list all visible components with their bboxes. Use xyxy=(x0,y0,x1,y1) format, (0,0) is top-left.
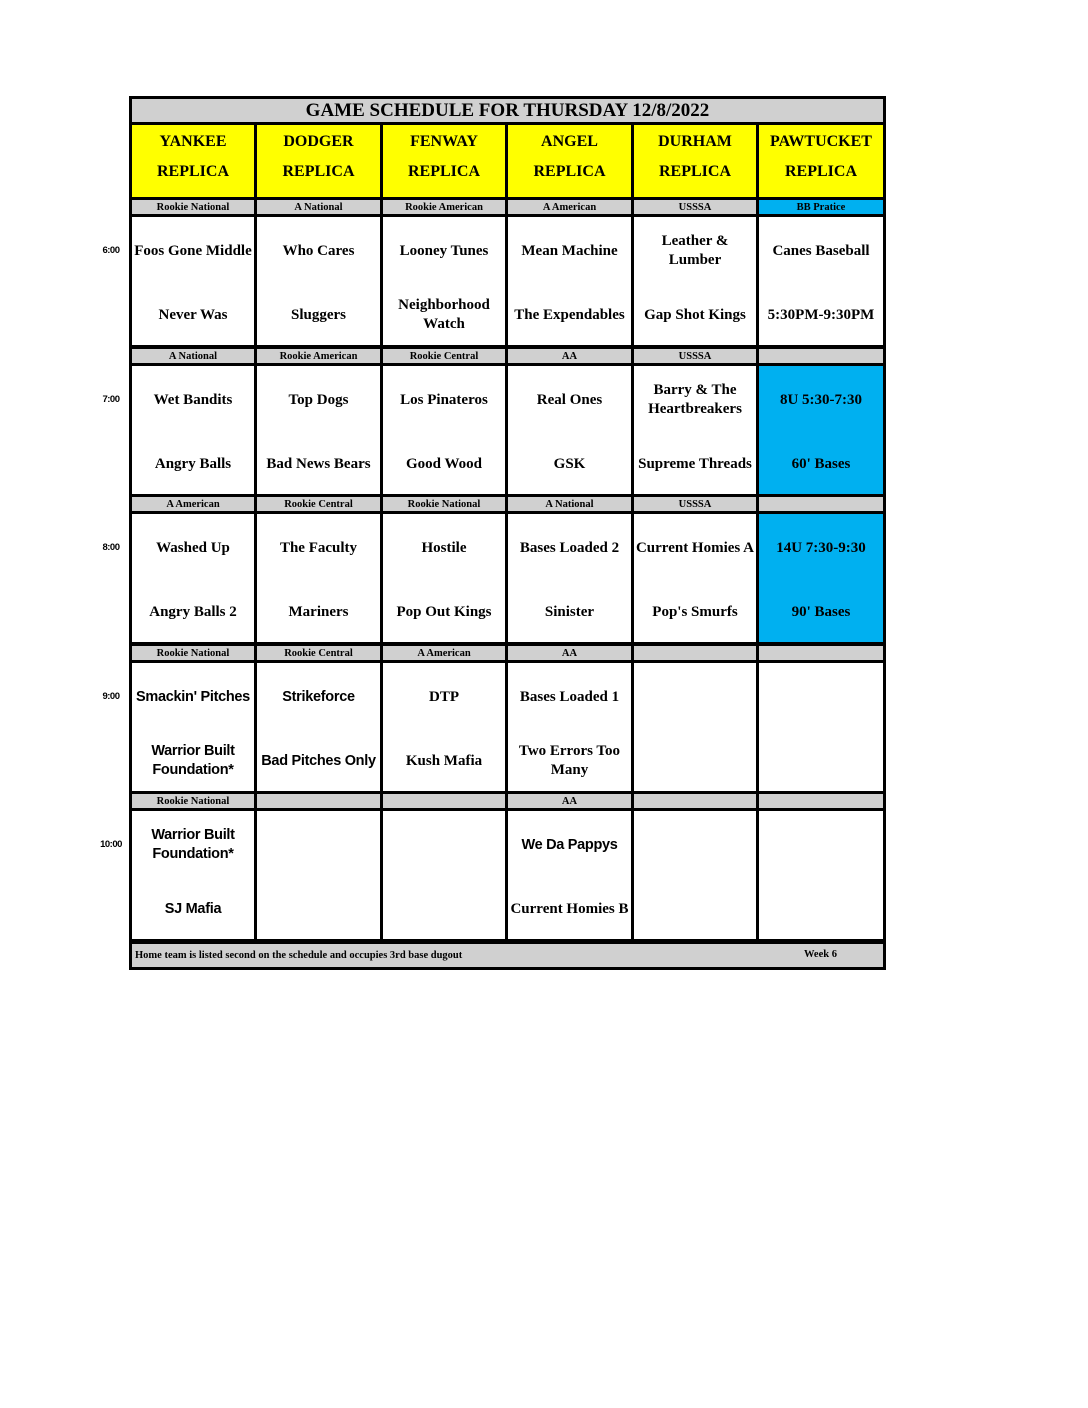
division-label: A National xyxy=(257,200,380,214)
away-team: Foos Gone Middle xyxy=(132,217,254,285)
away-team: Bases Loaded 2 xyxy=(508,514,631,582)
field-header-fenway xyxy=(383,125,505,197)
time-label: 9:00 xyxy=(102,691,120,702)
division-label: A American xyxy=(508,200,631,214)
away-team: Washed Up xyxy=(132,514,254,582)
home-team xyxy=(759,731,883,791)
home-team: Neighborhood Watch xyxy=(383,285,505,345)
away-team xyxy=(759,811,883,879)
away-team xyxy=(634,663,756,731)
division-label: Rookie Central xyxy=(257,646,380,660)
division-label: AA xyxy=(508,349,631,363)
division-label: USSSA xyxy=(634,497,756,511)
division-label xyxy=(634,794,756,808)
home-team: Pop Out Kings xyxy=(383,582,505,642)
away-team xyxy=(257,811,380,879)
division-label: A American xyxy=(383,646,505,660)
home-team: Never Was xyxy=(132,285,254,345)
home-team: The Expendables xyxy=(508,285,631,345)
home-team: GSK xyxy=(508,434,631,494)
home-team xyxy=(634,731,756,791)
home-team: 60' Bases xyxy=(759,434,883,494)
division-label: Rookie National xyxy=(132,646,254,660)
division-label: AA xyxy=(508,794,631,808)
away-team: Warrior Built Foundation* xyxy=(132,811,254,879)
field-sub: REPLICA xyxy=(156,163,229,180)
division-label xyxy=(634,646,756,660)
field-sub: REPLICA xyxy=(282,163,355,180)
away-team: Top Dogs xyxy=(257,366,380,434)
away-team: Bases Loaded 1 xyxy=(508,663,631,731)
home-team: 5:30PM-9:30PM xyxy=(759,285,883,345)
home-team xyxy=(383,879,505,939)
home-team: Kush Mafia xyxy=(383,731,505,791)
away-team: Mean Machine xyxy=(508,217,631,285)
home-team xyxy=(257,879,380,939)
field-name: FENWAY xyxy=(410,133,478,150)
field-sub: REPLICA xyxy=(533,163,606,180)
home-team: Good Wood xyxy=(383,434,505,494)
home-team: Supreme Threads xyxy=(634,434,756,494)
home-team xyxy=(634,879,756,939)
field-sub: REPLICA xyxy=(407,163,480,180)
division-label: Rookie Central xyxy=(257,497,380,511)
division-label xyxy=(759,497,883,511)
away-team: Leather & Lumber xyxy=(634,217,756,285)
division-label xyxy=(759,646,883,660)
away-team: Hostile xyxy=(383,514,505,582)
field-name: YANKEE xyxy=(159,133,227,150)
division-label: AA xyxy=(508,646,631,660)
away-team: Looney Tunes xyxy=(383,217,505,285)
division-label: Rookie National xyxy=(383,497,505,511)
away-team: Strikeforce xyxy=(257,663,380,731)
field-header-pawtucket xyxy=(759,125,883,197)
division-label: USSSA xyxy=(634,349,756,363)
home-team: Current Homies B xyxy=(508,879,631,939)
time-label: 7:00 xyxy=(102,394,120,405)
division-label: USSSA xyxy=(634,200,756,214)
home-team: Mariners xyxy=(257,582,380,642)
home-team: Sinister xyxy=(508,582,631,642)
away-team: We Da Pappys xyxy=(508,811,631,879)
division-label xyxy=(759,349,883,363)
field-name: PAWTUCKET xyxy=(770,133,872,150)
footer-note: Home team is listed second on the schedule and occupies 3rd base dugout xyxy=(132,944,883,967)
home-team: Bad Pitches Only xyxy=(257,731,380,791)
away-team: The Faculty xyxy=(257,514,380,582)
away-team: Wet Bandits xyxy=(132,366,254,434)
away-team: Who Cares xyxy=(257,217,380,285)
away-team: Canes Baseball xyxy=(759,217,883,285)
field-header-durham xyxy=(634,125,756,197)
away-team xyxy=(634,811,756,879)
time-label: 8:00 xyxy=(102,542,120,553)
field-header-dodger xyxy=(257,125,380,197)
division-label xyxy=(759,794,883,808)
field-header-yankee xyxy=(132,125,254,197)
schedule-table xyxy=(129,96,886,970)
home-team: Warrior Built Foundation* xyxy=(132,731,254,791)
field-name: ANGEL xyxy=(541,133,598,150)
away-team: Smackin' Pitches xyxy=(132,663,254,731)
home-team: Bad News Bears xyxy=(257,434,380,494)
home-team: SJ Mafia xyxy=(132,879,254,939)
division-label xyxy=(383,794,505,808)
division-label: Rookie Central xyxy=(383,349,505,363)
away-team xyxy=(383,811,505,879)
division-label: Rookie National xyxy=(132,200,254,214)
time-label: 6:00 xyxy=(102,245,120,256)
away-team: 8U 5:30-7:30 xyxy=(759,366,883,434)
home-team: Pop's Smurfs xyxy=(634,582,756,642)
away-team: Real Ones xyxy=(508,366,631,434)
division-label xyxy=(257,794,380,808)
away-team: Current Homies A xyxy=(634,514,756,582)
field-name: DODGER xyxy=(283,133,354,150)
field-sub: REPLICA xyxy=(658,163,731,180)
away-team: Barry & The Heartbreakers xyxy=(634,366,756,434)
field-sub: REPLICA xyxy=(784,163,857,180)
home-team: Sluggers xyxy=(257,285,380,345)
field-name: DURHAM xyxy=(658,133,732,150)
division-label: Rookie National xyxy=(132,794,254,808)
field-header-angel xyxy=(508,125,631,197)
week-label: Week 6 xyxy=(804,949,837,960)
division-label: BB Pratice xyxy=(759,200,883,214)
away-team: 14U 7:30-9:30 xyxy=(759,514,883,582)
away-team: DTP xyxy=(383,663,505,731)
division-label: A American xyxy=(132,497,254,511)
home-team: 90' Bases xyxy=(759,582,883,642)
away-team: Los Pinateros xyxy=(383,366,505,434)
division-label: A National xyxy=(508,497,631,511)
time-label: 10:00 xyxy=(100,839,122,850)
schedule-title: GAME SCHEDULE FOR THURSDAY 12/8/2022 xyxy=(132,99,883,122)
home-team: Gap Shot Kings xyxy=(634,285,756,345)
home-team: Angry Balls 2 xyxy=(132,582,254,642)
division-label: Rookie American xyxy=(383,200,505,214)
home-team: Angry Balls xyxy=(132,434,254,494)
home-team xyxy=(759,879,883,939)
division-label: Rookie American xyxy=(257,349,380,363)
home-team: Two Errors Too Many xyxy=(508,731,631,791)
away-team xyxy=(759,663,883,731)
division-label: A National xyxy=(132,349,254,363)
